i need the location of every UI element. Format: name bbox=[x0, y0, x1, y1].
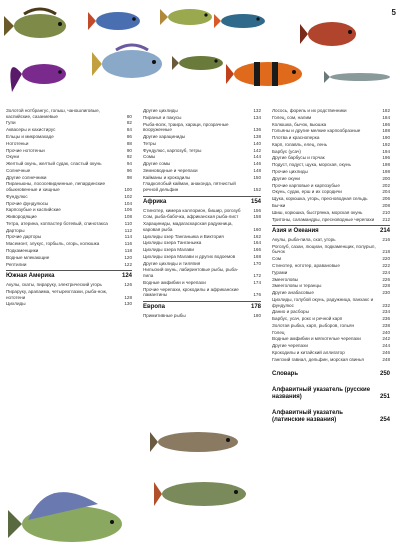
toc-entry-title: Гладколобый кайман, анаконда, пятнистый речной дельфин bbox=[143, 181, 236, 192]
toc-entry bbox=[6, 289, 132, 300]
toc-entry-page: 94 bbox=[126, 161, 132, 167]
toc-entry-title: Водные млекающие bbox=[6, 254, 50, 260]
toc-entry-title: Плотва и красноперка bbox=[272, 135, 320, 141]
toc-entry-page: 162 bbox=[253, 233, 261, 239]
toc-entry-title: Акулы, скаты, пираруку, электрический угорь bbox=[6, 282, 102, 288]
toc-entry-title: Стинотер, кимера каллорион, бишир, рогозуб bbox=[143, 207, 241, 213]
toc-entry bbox=[272, 176, 390, 182]
toc-entry-title: Дарторы bbox=[6, 227, 25, 233]
toc-entry bbox=[272, 210, 390, 216]
toc-entry bbox=[272, 142, 390, 148]
toc-entry-title: Другие солнечники bbox=[6, 174, 47, 180]
toc-entry-page: 224 bbox=[382, 269, 390, 275]
toc-entry bbox=[6, 175, 132, 181]
toc-entry bbox=[143, 175, 261, 181]
toc-entry-title: Крокодилы и китайский аллигатор bbox=[272, 350, 345, 355]
toc-entry bbox=[143, 234, 261, 240]
toc-entry-page: 236 bbox=[382, 316, 390, 322]
toc-entry-title: Прочие карповые и карпозубые bbox=[272, 182, 340, 188]
toc-section-heading: Европа 178 bbox=[143, 301, 261, 311]
toc-entry bbox=[143, 254, 261, 260]
toc-entry bbox=[6, 282, 132, 288]
toc-entry-title: Гангский гавиал, дельфин, морская свинья bbox=[272, 356, 364, 362]
toc-entry-page: 202 bbox=[382, 182, 390, 188]
toc-entry bbox=[272, 244, 390, 255]
toc-entry-page: 200 bbox=[382, 175, 390, 181]
toc-entry bbox=[143, 287, 261, 298]
toc-entry bbox=[272, 357, 390, 363]
toc-entry-title: Фундулюс bbox=[6, 193, 28, 199]
toc-entry-page: 108 bbox=[124, 214, 132, 220]
toc-entry bbox=[6, 148, 132, 154]
toc-entry-title: Бычки bbox=[272, 202, 286, 208]
toc-entry-title: Живородящие bbox=[6, 214, 37, 220]
toc-entry bbox=[143, 115, 261, 121]
toc-entry bbox=[6, 201, 132, 207]
toc-entry-page: 198 bbox=[382, 169, 390, 175]
toc-entry-title: Прочие черепахи, крокодилы и африканские ламантины bbox=[143, 286, 239, 298]
toc-entry-title: Цихлиды, голубой окунь, радужница, панхакс и фундулюс bbox=[272, 296, 374, 308]
toc-entry-page: 228 bbox=[382, 283, 390, 289]
toc-entry-page: 126 bbox=[124, 282, 132, 288]
toc-entry-title: Пираньюны, лососевиднинные, лепардинские обыкновенные и хищные bbox=[6, 181, 105, 192]
toc-entry-title: Прочие дарторы bbox=[6, 234, 42, 240]
toc-entry-title: Карп, голавль, елец, лень bbox=[272, 141, 328, 147]
toc-entry-page: 216 bbox=[382, 237, 390, 243]
toc-entry-page: 142 bbox=[253, 147, 261, 153]
toc-entry bbox=[6, 255, 132, 261]
toc-entry-title: Тетры bbox=[143, 140, 156, 146]
toc-entry-title: Данио и расборы bbox=[272, 309, 309, 315]
toc-entry-title: Водные амфибии и мягкотелые черепахи bbox=[272, 336, 361, 342]
toc-entry-page: 184 bbox=[382, 114, 390, 120]
toc-entry-page: 80 bbox=[126, 113, 132, 119]
toc-entry-page: 128 bbox=[124, 294, 132, 300]
toc-section-heading: Африка 154 bbox=[143, 196, 261, 206]
toc-entry-page: 230 bbox=[382, 290, 390, 296]
toc-entry bbox=[6, 262, 132, 268]
toc-entry bbox=[6, 221, 132, 227]
toc-entry-title: Другие цихлиды bbox=[143, 108, 178, 113]
toc-entry-title: Цихлиды озер Танганьика и Виктория bbox=[143, 233, 224, 239]
toc-entry-title: Другие барбусы и горчак bbox=[272, 155, 325, 161]
toc-entry-page: 194 bbox=[382, 148, 390, 154]
toc-entry-title: Гурами bbox=[272, 269, 288, 275]
toc-entry-title: Гольяны и другие мелкие карпообразные bbox=[272, 128, 361, 134]
toc-entry-title: Другие анабасовые bbox=[272, 290, 314, 296]
toc-entry bbox=[272, 343, 390, 349]
toc-entry-page: 232 bbox=[382, 302, 390, 308]
toc-entry bbox=[272, 189, 390, 195]
toc-entry-page: 196 bbox=[382, 155, 390, 161]
toc-entry-title: Рогозуб, сазан, люциан, подкаменщик, полурыл, бычок bbox=[272, 243, 376, 255]
fish-icon bbox=[226, 54, 310, 94]
toc-entry-title: Другие окуни bbox=[272, 175, 300, 181]
toc-entry-page: 182 bbox=[382, 108, 390, 113]
toc-entry-title: Ельцы и микромахаде bbox=[6, 133, 54, 139]
toc-entry-title: Сомы bbox=[143, 154, 156, 160]
toc-entry-title: Нототеньи bbox=[6, 140, 29, 146]
toc-entry-page: 86 bbox=[126, 133, 132, 139]
toc-entry-page: 160 bbox=[253, 226, 261, 232]
toc-entry-page: 238 bbox=[382, 322, 390, 328]
toc-entry-title: Лосось, форель и их родственники bbox=[272, 108, 347, 113]
toc-entry bbox=[143, 122, 261, 133]
toc-entry-title: Другие черепахи bbox=[272, 343, 308, 349]
toc-entry-page: 198 bbox=[382, 162, 390, 168]
fish-icon bbox=[150, 422, 246, 462]
toc-entry bbox=[272, 316, 390, 322]
toc-entry-page: 106 bbox=[124, 207, 132, 213]
toc-entry bbox=[272, 330, 390, 336]
page-number: 5 bbox=[391, 8, 396, 17]
toc-entry bbox=[143, 221, 261, 232]
toc-entry bbox=[6, 120, 132, 126]
toc-entry bbox=[6, 248, 132, 254]
toc-entry bbox=[272, 203, 390, 209]
toc-entry bbox=[272, 135, 390, 141]
fish-icon bbox=[8, 470, 132, 556]
toc-entry-page: 204 bbox=[382, 189, 390, 195]
toc-entry bbox=[6, 168, 132, 174]
toc-entry-page: 174 bbox=[253, 279, 261, 285]
toc-entry-title: Цихлиды озера Малави и других водоемов bbox=[143, 253, 236, 259]
toc-entry-page: 208 bbox=[382, 202, 390, 208]
toc-entry bbox=[6, 214, 132, 220]
toc-entry-page: 96 bbox=[126, 167, 132, 173]
toc-entry bbox=[272, 155, 390, 161]
toc-entry-title: Голец, сом, налим bbox=[272, 114, 312, 120]
toc-entry bbox=[272, 217, 390, 223]
toc-entry-title: Цихлиды озера Танганьика bbox=[143, 240, 202, 246]
toc-entry-title: Золотая рыбка, карп, рыборов, гольян bbox=[272, 322, 355, 328]
toc-entry-title: Земноводные и черепахи bbox=[143, 167, 198, 173]
toc-entry bbox=[272, 169, 390, 175]
toc-entry bbox=[272, 237, 390, 243]
toc-entry bbox=[272, 162, 390, 168]
toc-entry bbox=[272, 183, 390, 189]
toc-entry bbox=[6, 108, 132, 119]
toc-entry bbox=[272, 283, 390, 289]
toc-entry-title: Окунь, судак, ерш и их сородичи bbox=[272, 189, 342, 195]
toc-entry-page: 246 bbox=[382, 350, 390, 355]
toc-entry-page: 84 bbox=[126, 127, 132, 133]
toc-entry bbox=[6, 161, 132, 167]
toc-entry-page: 210 bbox=[382, 209, 390, 215]
toc-entry bbox=[143, 280, 261, 286]
toc-entry-page: 146 bbox=[253, 161, 261, 167]
toc-entry-title: Окуни bbox=[6, 154, 20, 160]
toc-entry bbox=[6, 127, 132, 133]
fish-icon bbox=[6, 44, 76, 100]
toc-entry bbox=[272, 350, 390, 356]
toc-entry-title: Голец bbox=[272, 329, 285, 335]
toc-entry-title: Аквасеры и кахистирус bbox=[6, 127, 56, 133]
toc-entry-title: Прочие нототеньи bbox=[6, 147, 45, 153]
toc-index-russian: Алфавитный указатель (русские названия) 251 bbox=[272, 387, 390, 401]
toc-entry-page: 120 bbox=[124, 254, 132, 260]
toc-entry bbox=[272, 122, 390, 128]
fish-icon bbox=[214, 6, 272, 36]
toc-entry bbox=[143, 261, 261, 267]
toc-entry-page: 180 bbox=[253, 312, 261, 318]
fish-icon bbox=[172, 48, 230, 78]
toc-entry-page: 110 bbox=[124, 220, 132, 226]
fish-icon bbox=[4, 6, 78, 46]
toc-entry bbox=[6, 241, 132, 247]
toc-entry bbox=[143, 267, 261, 278]
toc-entry bbox=[272, 270, 390, 276]
toc-entry-title: Подкаменщики bbox=[6, 248, 39, 254]
toc-column-1 bbox=[6, 108, 132, 308]
toc-entry-page: 188 bbox=[382, 128, 390, 134]
toc-entry bbox=[272, 290, 390, 296]
toc-column-3 bbox=[272, 108, 390, 424]
toc-entry-page: 140 bbox=[253, 140, 261, 146]
toc-entry-page: 156 bbox=[253, 207, 261, 213]
toc-entry-page: 240 bbox=[382, 329, 390, 335]
toc-entry bbox=[143, 141, 261, 147]
toc-entry-page: 170 bbox=[253, 260, 261, 266]
toc-entry-title: Золотой нотбрангус, голыш, чаношлиговые, каспийские, сазаниевые bbox=[6, 108, 100, 119]
toc-entry-page: 190 bbox=[382, 135, 390, 141]
toc-entry-page: 134 bbox=[253, 114, 261, 120]
toc-entry-title: Барбус, усач, рокс и речной карп bbox=[272, 316, 343, 322]
toc-entry-page: 82 bbox=[126, 120, 132, 126]
fish-icon bbox=[154, 470, 254, 516]
toc-entry-page: 166 bbox=[253, 247, 261, 253]
toc-entry-title: Другие харациниды bbox=[143, 133, 186, 139]
toc-entry-page: 132 bbox=[253, 108, 261, 113]
toc-entry-title: Щука, корюшка, угорь, пресноводная сельдь bbox=[272, 196, 368, 202]
toc-entry-title: Пираруку, арапаима, четырехглазки, рыба-нож, нототени bbox=[6, 288, 108, 300]
toc-entry bbox=[272, 196, 390, 202]
fish-icon bbox=[160, 2, 220, 32]
toc-entry-title: Тритоны, саламандры, пресноводные черепахи bbox=[272, 216, 375, 222]
toc-entry-title: Прочие фундулюсы bbox=[6, 200, 49, 206]
toc-entry bbox=[272, 309, 390, 315]
toc-entry-page: 242 bbox=[382, 336, 390, 342]
toc-entry-title: Рептилии bbox=[6, 261, 27, 267]
toc-entry-page: 98 bbox=[126, 174, 132, 180]
toc-entry bbox=[143, 148, 261, 154]
toc-entry-page: 244 bbox=[382, 343, 390, 349]
toc-entry-page: 192 bbox=[382, 141, 390, 147]
toc-entry-title: Шиш, корюшка, быстрянка, морская окунь bbox=[272, 209, 363, 215]
toc-entry-title: Акулы, рыба-пила, скат, угорь bbox=[272, 237, 336, 243]
toc-entry bbox=[6, 301, 132, 307]
toc-entry-title: Пиранья и пакусы bbox=[143, 114, 182, 120]
toc-entry-page: 222 bbox=[382, 263, 390, 269]
toc-entry bbox=[272, 323, 390, 329]
toc-entry bbox=[272, 128, 390, 134]
toc-entry-page: 206 bbox=[382, 196, 390, 202]
toc-entry-title: Водные амфибии и черепахи bbox=[143, 279, 206, 285]
toc-entry-title: Примитивные рыбы bbox=[143, 312, 186, 318]
toc-entry bbox=[143, 134, 261, 140]
toc-entry bbox=[143, 240, 261, 246]
toc-entry-title: Тетра, атерина, коппастер ботевый, спинотакса bbox=[6, 220, 108, 226]
toc-entry-title: Барбус (усач) bbox=[272, 148, 301, 154]
toc-entry bbox=[272, 336, 390, 342]
toc-entry-page: 164 bbox=[253, 240, 261, 246]
toc-entry bbox=[272, 149, 390, 155]
toc-index-latin: Алфавитный указатель (латинские названия) 254 bbox=[272, 410, 390, 424]
toc-entry bbox=[143, 161, 261, 167]
toc-entry-title: Гупи bbox=[6, 120, 16, 126]
toc-entry bbox=[272, 108, 390, 114]
toc-entry bbox=[143, 214, 261, 220]
toc-entry bbox=[272, 263, 390, 269]
toc-entry-page: 138 bbox=[253, 133, 261, 139]
toc-entry bbox=[272, 115, 390, 121]
toc-entry-title: Рыба-волк, траира, хараци, прозрачные вооруженные bbox=[143, 121, 229, 133]
toc-entry bbox=[272, 277, 390, 283]
toc-entry-title: Цихлиды озера Малави bbox=[143, 247, 194, 253]
toc-entry-page: 88 bbox=[126, 140, 132, 146]
toc-entry-title: Прочие цихлиды bbox=[272, 169, 308, 175]
toc-entry bbox=[143, 247, 261, 253]
toc-entry bbox=[272, 256, 390, 262]
toc-entry bbox=[6, 181, 132, 192]
toc-entry-title: Подуст, подуст, щука, морская, окунь bbox=[272, 162, 351, 168]
toc-entry bbox=[143, 168, 261, 174]
toc-entry-page: 152 bbox=[253, 187, 261, 192]
fish-icon bbox=[92, 38, 172, 88]
fish-icon bbox=[88, 4, 148, 38]
toc-entry bbox=[6, 134, 132, 140]
toc-entry-title: Карпозубые и каспийские bbox=[6, 207, 61, 213]
toc-entry bbox=[6, 154, 132, 160]
toc-entry-title: Сом bbox=[272, 256, 282, 262]
toc-entry-page: 136 bbox=[253, 127, 261, 133]
toc-entry-page: 168 bbox=[253, 253, 261, 259]
toc-section-heading: Азия и Океания 214 bbox=[272, 225, 390, 235]
toc-entry-title: Солнечные bbox=[6, 167, 31, 173]
toc-entry-page: 150 bbox=[253, 174, 261, 180]
toc-entry-title: Колюшка, бычок, вьюшка bbox=[272, 121, 327, 127]
toc-entry-page: 226 bbox=[382, 276, 390, 282]
toc-entry-page: 116 bbox=[124, 241, 132, 247]
toc-entry bbox=[143, 154, 261, 160]
toc-entry-page: 112 bbox=[124, 227, 132, 233]
toc-entry-page: 234 bbox=[382, 309, 390, 315]
toc-entry-title: Кайманы и крокодилы bbox=[143, 174, 191, 180]
toc-entry bbox=[6, 194, 132, 200]
toc-entry-page: 148 bbox=[253, 167, 261, 173]
toc-entry-title: Змееголовы bbox=[272, 276, 299, 282]
toc-glossary: Словарь 250 bbox=[272, 371, 390, 378]
toc-entry bbox=[143, 313, 261, 319]
toc-entry-page: 186 bbox=[382, 121, 390, 127]
toc-entry-title: Сом, рыба-бабочка, африканская рыба-лист bbox=[143, 214, 239, 220]
toc-entry-page: 102 bbox=[124, 193, 132, 199]
fish-icon bbox=[324, 64, 396, 90]
toc-entry-title: Другие сомы bbox=[143, 161, 171, 167]
toc-entry-page: 176 bbox=[253, 292, 261, 298]
toc-entry-page: 114 bbox=[124, 234, 132, 240]
toc-section-heading: Южная Америка 124 bbox=[6, 270, 132, 280]
toc-entry-title: Цихлиды bbox=[6, 301, 26, 307]
toc-entry-page: 90 bbox=[126, 147, 132, 153]
toc-entry-title: Другие цихлиды и тиляпия bbox=[143, 260, 201, 266]
toc-entry-page: 218 bbox=[382, 249, 390, 255]
toc-entry bbox=[143, 208, 261, 214]
toc-entry-page: 158 bbox=[253, 214, 261, 220]
toc-entry-page: 220 bbox=[382, 256, 390, 262]
toc-entry-page: 130 bbox=[124, 301, 132, 307]
toc-entry bbox=[272, 297, 390, 308]
toc-entry-title: Фундулюс, карпозуб, тетры bbox=[143, 147, 202, 153]
toc-entry-page: 172 bbox=[253, 273, 261, 279]
toc-entry-page: 248 bbox=[382, 356, 390, 362]
toc-entry-title: Змееголовы и теранцы bbox=[272, 283, 322, 289]
toc-entry bbox=[143, 108, 261, 114]
toc-entry-title: Стинотер, нототер, аравановые bbox=[272, 263, 340, 269]
toc-entry-title: Желтый окунь, желтый судак, сластый окунь bbox=[6, 161, 102, 167]
toc-entry-title: Масемонт, злукус, горбыль, огорь, колюшка bbox=[6, 241, 100, 247]
toc-entry-page: 118 bbox=[124, 248, 132, 254]
toc-entry-page: 100 bbox=[124, 187, 132, 192]
toc-entry-page: 92 bbox=[126, 154, 132, 160]
toc-entry bbox=[6, 141, 132, 147]
fish-icon bbox=[300, 14, 364, 54]
toc-entry-title: Харациниды, мадагаскарская радужница, каровая рыба bbox=[143, 221, 233, 232]
toc-entry-page: 144 bbox=[253, 154, 261, 160]
toc-entry-page: 104 bbox=[124, 200, 132, 206]
toc-column-2 bbox=[143, 108, 261, 320]
toc-entry bbox=[6, 228, 132, 234]
toc-entry-page: 212 bbox=[382, 216, 390, 222]
toc-entry bbox=[143, 181, 261, 192]
toc-entry bbox=[6, 234, 132, 240]
toc-entry-title: Нильский окунь, лабиринтовые рыбы, рыба-пила bbox=[143, 267, 239, 279]
toc-entry bbox=[6, 207, 132, 213]
toc-entry-page: 122 bbox=[124, 261, 132, 267]
